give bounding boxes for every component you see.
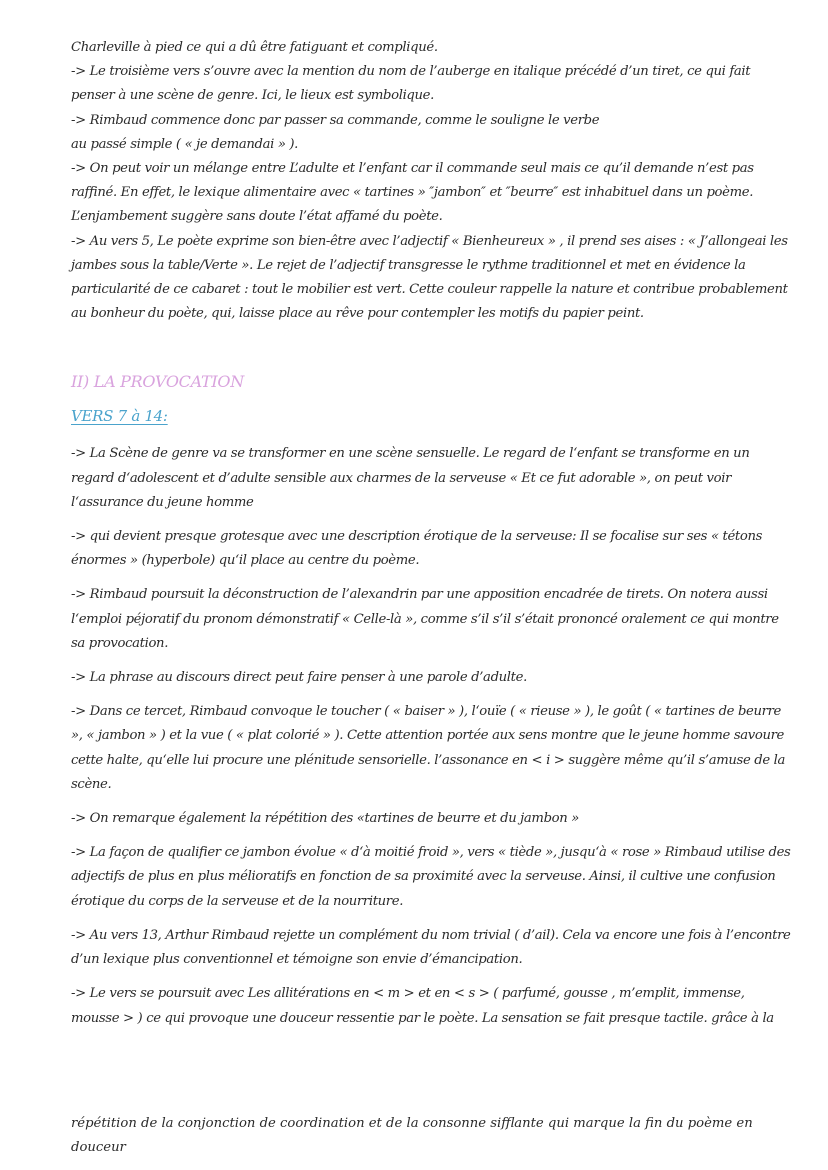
paragraph: -> La phrase au discours direct peut faire penser à une parole d’adulte. xyxy=(71,670,527,686)
paragraph: -> On peut voir un mélange entre L’adulte et l’enfant car il commande seul mais ce qu’il demande n’est pas raffiné. En effet, le lexique alimentaire avec « tartines » ″jambon″ et ″beurre″ est inhabituel dans un poème. L’enjambement suggère sans doute l’état affamé du poète. xyxy=(71,161,754,225)
spacer xyxy=(71,690,793,700)
paragraph: -> Rimbaud commence donc par passer sa commande, comme le souligne le verbe xyxy=(71,112,600,128)
paragraph: -> On remarque également la répétition des «tartines de beurre et du jambon » xyxy=(71,811,579,827)
spacer xyxy=(71,914,793,924)
spacer xyxy=(71,656,793,666)
spacer xyxy=(71,573,793,583)
paragraph: -> Le troisième vers s’ouvre avec la mention du nom de l’auberge en italique précédé d’un tiret, ce qui fait penser à une scène de genre. Ici, le lieux est symbolique. xyxy=(71,64,751,104)
paragraph: au passé simple ( « je demandai » ). xyxy=(71,136,299,152)
cut-off-text: répétition de la conjonction de coordination et de la consonne sifflante qui marque la fin du poème en douceur xyxy=(71,1116,753,1155)
document-page xyxy=(71,36,793,1031)
paragraph: -> La Scène de genre va se transformer en une scène sensuelle. Le regard de l‘enfant se transforme en un regard d‘adolescent et d’adulte sensible aux charmes de la serveuse « Et ce fut adorable », on peut voir l‘assurance du jeune homme xyxy=(71,446,750,510)
paragraph: -> La façon de qualifier ce jambon évolue « d‘à moitié froid », vers « tiède », jusqu‘à « rose » Rimbaud utilise des adjectifs de plus en plus mélioratifs en fonction de sa proximité avec la serveuse. Ainsi, il cultive une confusion érotique du corps de la serveuse et de la nourriture. xyxy=(71,845,791,909)
paragraph: -> Au vers 13, Arthur Rimbaud rejette un complément du nom trivial ( d’ail). Cela va encore une fois à l’encontre d’un lexique plus conventionnel et témoigne son envie d’émancipation. xyxy=(71,927,791,968)
spacer xyxy=(71,394,793,404)
paragraph: -> Le vers se poursuit avec Les allitérations en < m > et en < s > ( parfumé, gousse , m’emplit, immense, mousse > ) ce qui provoque une douceur ressentie par le poète. La sensation se fait presque tactile. grâce à la xyxy=(71,986,774,1026)
paragraph: -> Au vers 5, Le poète exprime son bien-être avec l’adjectif « Bienheureux » , il prend ses aises : « J’allongeai les jambes sous la table/Verte ». Le rejet de l’adjectif transgresse le rythme traditionnel et met en évidence la particularité de ce cabaret : tout le mobilier est vert. Cette couleur rappelle la nature et contribue probablement au bonheur du poète, qui, laisse place au rêve pour contempler les motifs du papier peint. xyxy=(71,233,788,322)
spacer xyxy=(71,428,793,442)
spacer xyxy=(71,797,793,807)
spacer xyxy=(71,831,793,841)
spacer xyxy=(71,515,793,525)
paragraph: -> Rimbaud poursuit la déconstruction de l’alexandrin par une apposition encadrée de tirets. On notera aussi l‘emploi péjoratif du pronom démonstratif « Celle-là », comme s’il s’il s’était prononcé oralement ce qui montre sa provocation. xyxy=(71,587,779,651)
paragraph: -> Dans ce tercet, Rimbaud convoque le toucher ( « baiser » ), l‘ouïe ( « rieuse » ), le goût ( « tartines de beurre », « jambon » ) et la vue ( « plat colorié » ). Cette attention portée aux sens montre que le jeune homme savoure cette halte, qu‘elle lui procure une plénitude sensorielle. l’assonance en < i > suggère même qu’il s’amuse de la scène. xyxy=(71,704,786,792)
section-heading: II) LA PROVOCATION xyxy=(71,372,244,392)
spacer xyxy=(71,326,793,370)
paragraph: -> qui devient presque grotesque avec une description érotique de la serveuse: Il se focalise sur ses « tétons énormes » (hyperbole) qu‘il place au centre du poème. xyxy=(71,529,763,569)
section-subheading: VERS 7 à 14: xyxy=(71,407,168,426)
spacer xyxy=(71,972,793,982)
paragraph: Charleville à pied ce qui a dû être fatiguant et compliqué. xyxy=(71,40,438,55)
cut-off-text-line xyxy=(71,1116,793,1155)
